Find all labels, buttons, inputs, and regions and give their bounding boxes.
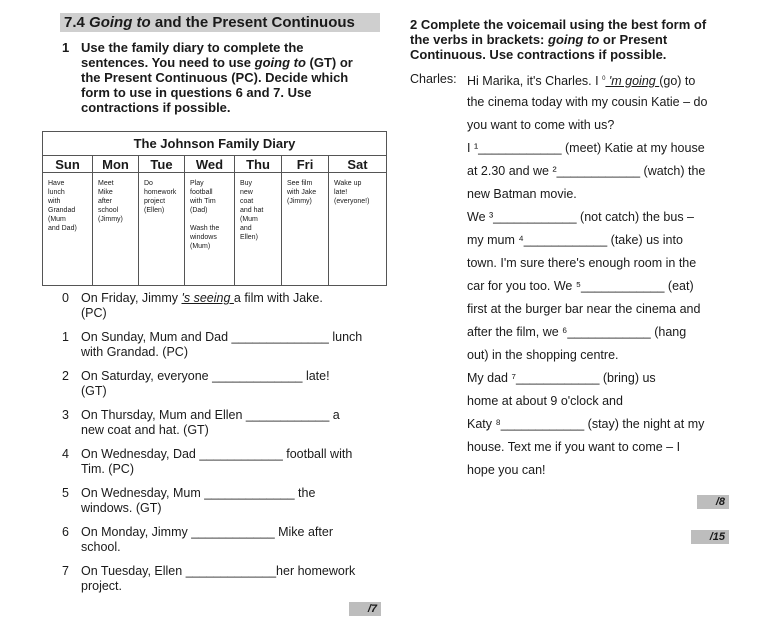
question-number: 6: [62, 525, 69, 539]
question-5: [62, 486, 392, 518]
question-text-line2: windows. (GT): [81, 501, 162, 515]
question-text-line2: (PC): [81, 306, 107, 320]
task1-line2: [81, 55, 353, 70]
question-6: [62, 525, 392, 557]
task2-line2: [410, 32, 667, 47]
question-text-end: a film with Jake.: [233, 291, 323, 305]
voicemail-line: town. I'm sure there's enough room in the: [467, 256, 697, 270]
question-text-line2: school.: [81, 540, 121, 554]
task1-line2a: sentences. You need to use: [81, 55, 255, 70]
entry-mon: Meet Mike after school (Jimmy): [93, 173, 139, 286]
title-prefix: 7.4: [64, 14, 90, 31]
example-post: (go) to: [659, 74, 696, 88]
question-4: [62, 447, 392, 479]
day-fri: Fri: [282, 156, 329, 173]
voicemail-line: the cinema today with my cousin Katie – do: [467, 95, 708, 109]
day-mon: Mon: [93, 156, 139, 173]
voicemail-line[interactable]: We ³____________ (not catch) the bus –: [467, 210, 695, 224]
voicemail-line[interactable]: after the film, we ⁶____________ (hang: [467, 325, 687, 339]
answer-blank[interactable]: ______________ lunch: [231, 330, 363, 344]
speaker-label: Charles:: [410, 72, 457, 86]
answer-blank[interactable]: _____________ the: [204, 486, 316, 500]
day-wed: Wed: [185, 156, 235, 173]
question-2: [62, 369, 392, 401]
day-sat: Sat: [329, 156, 387, 173]
voicemail-line[interactable]: car for you too. We ⁵____________ (eat): [467, 279, 694, 293]
task1-line3: the Present Continuous (PC). Decide which: [81, 70, 349, 85]
task1-line4: form to use in questions 6 and 7. Use: [81, 85, 312, 100]
task1-line2b: (GT) or: [305, 55, 353, 70]
answer-blank[interactable]: _____________her homework: [185, 564, 356, 578]
question-text: On Monday, Jimmy: [81, 525, 192, 539]
voicemail-line[interactable]: I ¹____________ (meet) Katie at my house: [467, 141, 705, 155]
voicemail-line-0: [467, 72, 695, 89]
voicemail-line[interactable]: at 2.30 and we ²____________ (watch) the: [467, 164, 706, 178]
question-number: 4: [62, 447, 69, 461]
question-text: On Wednesday, Dad: [81, 447, 200, 461]
section-title: [60, 13, 380, 32]
question-number: 1: [62, 330, 69, 344]
question-text: On Friday, Jimmy: [81, 291, 182, 305]
question-number: 5: [62, 486, 69, 500]
question-text: On Tuesday, Ellen: [81, 564, 186, 578]
entry-tue: Do homework project (Ellen): [139, 173, 185, 286]
entry-fri: See film with Jake (Jimmy): [282, 173, 329, 286]
voicemail-line: out) in the shopping centre.: [467, 348, 619, 362]
question-number: 7: [62, 564, 69, 578]
answer-blank[interactable]: ____________ a: [245, 408, 340, 422]
example-answer: 'm going: [605, 74, 660, 88]
task2-line1: 2 Complete the voicemail using the best form of: [410, 17, 707, 32]
question-3: [62, 408, 392, 440]
voicemail-line: you want to come with us?: [467, 118, 615, 132]
question-text-line2: with Grandad. (PC): [81, 345, 188, 359]
example-pre: Hi Marika, it's Charles. I: [467, 74, 603, 88]
answer-blank[interactable]: _____________ late!: [212, 369, 330, 383]
task2-line2a: the verbs in brackets:: [410, 32, 548, 47]
task2-instructions: [410, 17, 750, 65]
diary-caption: The Johnson Family Diary: [43, 132, 387, 156]
day-thu: Thu: [235, 156, 282, 173]
voicemail-line[interactable]: My dad ⁷____________ (bring) us: [467, 371, 656, 385]
question-number: 2: [62, 369, 69, 383]
score-box-8: /8: [697, 495, 729, 509]
task1-line1: Use the family diary to complete the: [81, 40, 304, 55]
question-text: On Wednesday, Mum: [81, 486, 205, 500]
day-sun: Sun: [43, 156, 93, 173]
entry-sat: Wake up late! (everyone!): [329, 173, 387, 286]
voicemail-line: first at the burger bar near the cinema and: [467, 302, 701, 316]
task1-line2-italic: going to: [254, 55, 306, 70]
question-number: 3: [62, 408, 69, 422]
question-text-line2: new coat and hat. (GT): [81, 423, 209, 437]
task2-line2b: or Present: [599, 32, 668, 47]
entry-wed: Play football with Tim (Dad) Wash the windows (Mum): [185, 173, 235, 286]
answer-blank[interactable]: ____________ football with: [199, 447, 353, 461]
question-7: [62, 564, 392, 596]
question-text: On Thursday, Mum and Ellen: [81, 408, 246, 422]
question-text: On Sunday, Mum and Dad: [81, 330, 232, 344]
question-1: [62, 330, 392, 362]
question-number: 0: [62, 291, 69, 305]
score-box-15: /15: [691, 530, 729, 544]
task1-number: 1: [62, 40, 70, 55]
answer-blank[interactable]: ____________ Mike after: [191, 525, 333, 539]
task1-instructions: [62, 40, 382, 120]
entry-thu: Buy new coat and hat (Mum and Ellen): [235, 173, 282, 286]
question-text-line2: (GT): [81, 384, 107, 398]
voicemail-line: home at about 9 o'clock and: [467, 394, 623, 408]
voicemail-line: new Batman movie.: [467, 187, 577, 201]
family-diary-table: [42, 131, 387, 286]
voicemail-line[interactable]: Katy ⁸____________ (stay) the night at my: [467, 417, 705, 431]
title-suffix: and the Present Continuous: [150, 14, 355, 31]
voicemail-line: hope you can!: [467, 463, 546, 477]
question-0: [62, 291, 392, 323]
question-text-line2: project.: [81, 579, 122, 593]
question-text: On Saturday, everyone: [81, 369, 213, 383]
task2-line2-italic: going to: [548, 32, 600, 47]
score-box-7: /7: [349, 602, 381, 616]
voicemail-line[interactable]: my mum ⁴____________ (take) us into: [467, 233, 683, 247]
example-number: 0: [602, 76, 606, 82]
task1-line5: contractions if possible.: [81, 100, 231, 115]
question-text-line2: Tim. (PC): [81, 462, 134, 476]
voicemail-line: house. Text me if you want to come – I: [467, 440, 681, 454]
day-tue: Tue: [139, 156, 185, 173]
task2-line3: Continuous. Use contractions if possible.: [410, 47, 667, 62]
example-answer: 's seeing: [181, 291, 234, 305]
title-italic: Going to: [89, 14, 151, 31]
entry-sun: Have lunch with Grandad (Mum and Dad): [43, 173, 93, 286]
